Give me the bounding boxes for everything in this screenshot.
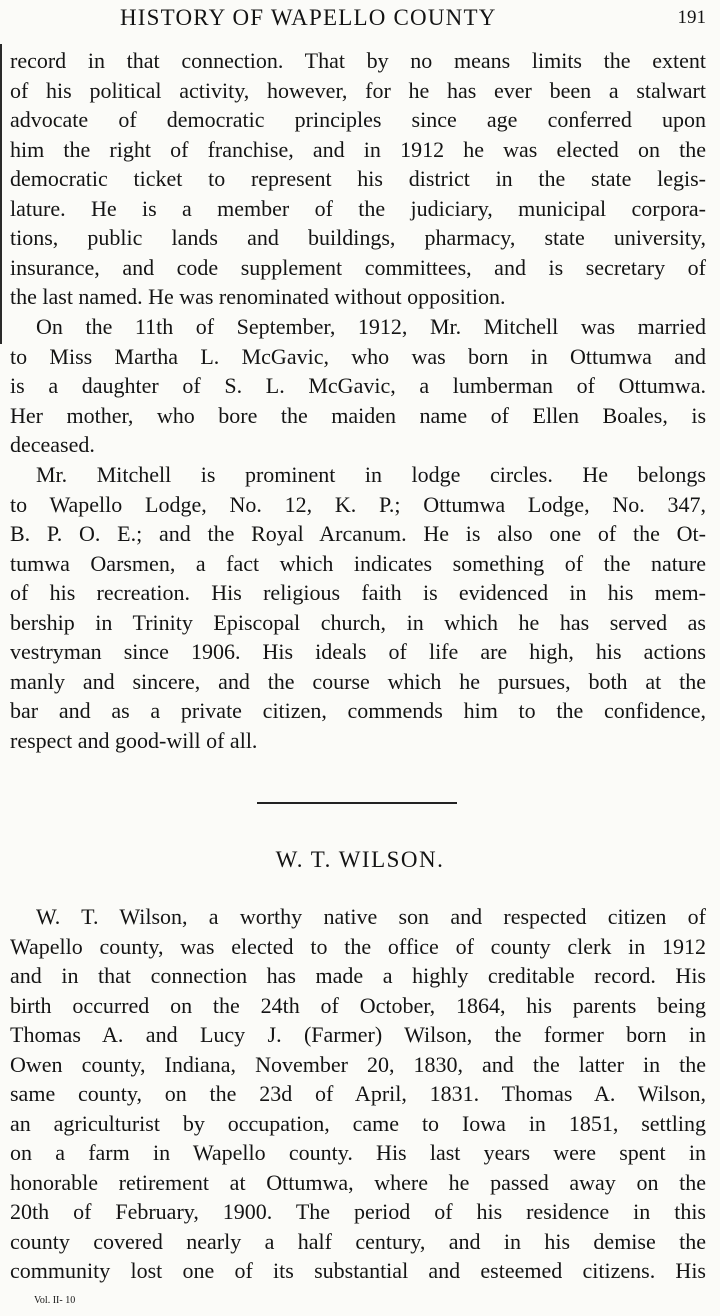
- paragraph-political-activity: [10, 46, 706, 312]
- text-line: insurance, and code supplement committees, and is secretary of: [10, 254, 706, 280]
- text-line: On the 11th of September, 1912, Mr. Mitchell was married: [36, 314, 706, 339]
- text-line: deceased.: [10, 432, 95, 457]
- text-line: the last named. He was renominated without opposition.: [10, 284, 506, 309]
- text-line: to Wapello Lodge, No. 12, K. P.; Ottumwa Lodge, No. 347,: [10, 491, 706, 517]
- paragraph-lodge-circles: [10, 460, 706, 755]
- signature-mark: Vol. II- 10: [34, 1295, 76, 1306]
- text-line: on a farm in Wapello county. His last years were spent in: [10, 1140, 706, 1165]
- text-line: honorable retirement at Ottumwa, where he passed away on the: [10, 1169, 706, 1195]
- running-title: HISTORY OF WAPELLO COUNTY: [120, 5, 497, 30]
- paragraph-marriage: [10, 312, 706, 460]
- section-divider: [257, 802, 457, 804]
- text-line: Mr. Mitchell is prominent in lodge circles. He belongs: [36, 462, 706, 487]
- text-line: democratic ticket to represent his district in the state legis-: [10, 166, 706, 191]
- text-line: W. T. Wilson, a worthy native son and respected citizen of: [36, 904, 706, 929]
- text-line: advocate of democratic principles since age conferred upon: [10, 107, 706, 132]
- text-line: him the right of franchise, and in 1912 he was elected on the: [10, 136, 706, 162]
- text-line: record in that connection. That by no means limits the extent: [10, 48, 706, 73]
- text-line: B. P. O. E.; and the Royal Arcanum. He is also one of the Ot-: [10, 521, 706, 546]
- text-line: an agriculturist by occupation, came to Iowa in 1851, settling: [10, 1110, 706, 1136]
- text-line: manly and sincere, and the course which he pursues, both at the: [10, 668, 706, 694]
- text-line: bar and as a private citizen, commends him to the confidence,: [10, 698, 706, 723]
- text-line: Her mother, who bore the maiden name of Ellen Boales, is: [10, 402, 706, 428]
- text-line: respect and good-will of all.: [10, 727, 258, 753]
- text-line: of his recreation. His religious faith is evidenced in his mem-: [10, 580, 706, 605]
- text-line: community lost one of its substantial and esteemed citizens. His: [10, 1258, 706, 1283]
- text-line: is a daughter of S. L. McGavic, a lumberman of Ottumwa.: [10, 373, 706, 398]
- text-line: lature. He is a member of the judiciary, municipal corpora-: [10, 195, 706, 221]
- text-line: bership in Trinity Episcopal church, in which he has served as: [10, 609, 706, 635]
- text-line: of his political activity, however, for he has ever been a stalwart: [10, 77, 706, 103]
- text-line: county covered nearly a half century, and in his demise the: [10, 1228, 706, 1254]
- text-line: Thomas A. and Lucy J. (Farmer) Wilson, the former born in: [10, 1022, 706, 1047]
- paragraph-wilson-biography: [10, 902, 706, 1286]
- section-heading: W. T. WILSON.: [275, 847, 445, 872]
- text-line: tumwa Oarsmen, a fact which indicates something of the nature: [10, 550, 706, 576]
- text-line: and in that connection has made a highly creditable record. His: [10, 963, 706, 988]
- text-line: Owen county, Indiana, November 20, 1830, and the latter in the: [10, 1051, 706, 1077]
- text-line: birth occurred on the 24th of October, 1864, his parents being: [10, 992, 706, 1018]
- text-line: 20th of February, 1900. The period of his residence in this: [10, 1199, 706, 1224]
- text-line: tions, public lands and buildings, pharmacy, state university,: [10, 225, 706, 250]
- text-line: Wapello county, was elected to the office of county clerk in 1912: [10, 933, 706, 959]
- running-head: [8, 2, 706, 34]
- text-line: vestryman since 1906. His ideals of life are high, his actions: [10, 639, 706, 664]
- text-line: same county, on the 23d of April, 1831. Thomas A. Wilson,: [10, 1081, 706, 1106]
- page-number: 191: [677, 7, 706, 28]
- margin-rule: [0, 44, 2, 344]
- text-line: to Miss Martha L. McGavic, who was born in Ottumwa and: [10, 343, 706, 369]
